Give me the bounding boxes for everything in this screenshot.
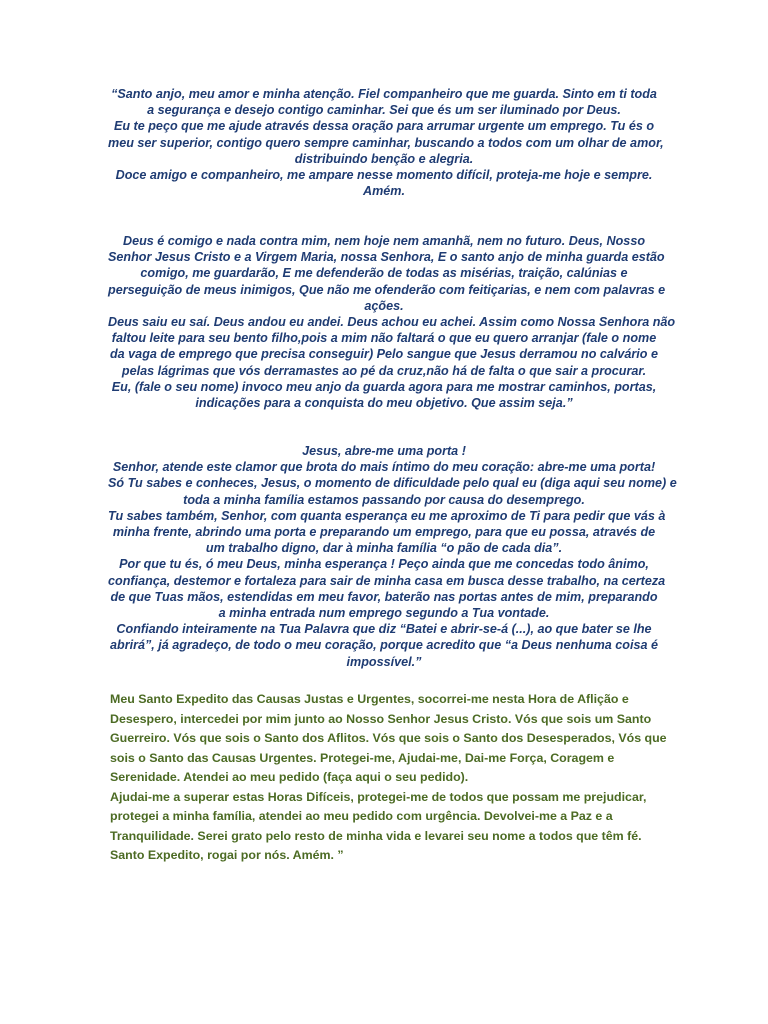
text-line: Confiando inteiramente na Tua Palavra que diz “Batei e abrir-se-á (...), ao que bater se lhe: [116, 622, 652, 637]
text-line: Deus é comigo e nada contra mim, nem hoje nem amanhã, nem no futuro. Deus, Nosso: [122, 234, 646, 248]
text-line: Doce amigo e companheiro, me ampare nesse momento difícil, proteja-me hoje e sempre.: [115, 168, 653, 183]
text-line: da vaga de emprego que precisa conseguir) Pelo sangue que Jesus derramou no calvário e: [109, 347, 658, 362]
text-line: a segurança e desejo contigo caminhar. Sei que és um ser iluminado por Deus.: [147, 103, 621, 118]
text-line: minha frente, abrindo uma porta e preparando um emprego, para que eu possa, através de: [112, 525, 656, 540]
text-line: Tu sabes também, Senhor, com quanta esperança eu me aproximo de Ti para pedir que vás à: [108, 508, 666, 523]
text-line: Desespero, intercedei por mim junto ao Nosso Senhor Jesus Cristo. Vós que sois um Santo: [110, 711, 652, 726]
guardian-angel-prayer: [108, 86, 664, 199]
text-line: Tranquilidade. Serei grato pelo resto de minha vida e levarei seu nome a todos que têm fé.: [110, 828, 642, 843]
open-door-prayer: [108, 443, 677, 670]
text-line: Amém.: [363, 184, 405, 199]
text-line: “Santo anjo, meu amor e minha atenção. Fiel companheiro que me guarda. Sinto em ti toda: [111, 87, 657, 101]
text-line: meu ser superior, contigo quero sempre caminhar, buscando a todos com um olhar de amor,: [108, 135, 664, 150]
text-line: Por que tu és, ó meu Deus, minha esperança ! Peço ainda que me concedas todo ânimo,: [119, 557, 649, 572]
text-line: um trabalho digno, dar à minha família “o pão de cada dia”.: [205, 541, 563, 556]
text-line: Serenidade. Atendei ao meu pedido (faça aqui o seu pedido).: [110, 770, 469, 784]
saint-expeditus-prayer: [110, 690, 667, 866]
protection-prayer: [108, 233, 676, 411]
text-line: abrirá”, já agradeço, de todo o meu coração, porque acredito que “a Deus nenhuma coisa é: [110, 638, 658, 653]
text-line: indicações para a conquista do meu objetivo. Que assim seja.”: [195, 396, 573, 411]
text-line: Eu, (fale o seu nome) invoco meu anjo da guarda agora para me mostrar caminhos, portas,: [111, 379, 657, 394]
text-line: ações.: [364, 298, 404, 313]
text-line: a minha entrada num emprego segundo a Tua vontade.: [218, 606, 550, 621]
text-line: Meu Santo Expedito das Causas Justas e Urgentes, socorrei-me nesta Hora de Aflição e: [110, 692, 629, 706]
text-line: protegei a minha família, atendei ao meu pedido com urgência. Devolvei-me a Paz e a: [110, 809, 613, 823]
text-line: distribuindo benção e alegria.: [294, 151, 474, 166]
text-line: Eu te peço que me ajude através dessa oração para arrumar urgente um emprego. Tu és o: [113, 119, 655, 134]
text-line: perseguição de meus inimigos, Que não me ofenderão com feitiçarias, e nem com palavras e: [108, 282, 666, 297]
text-line: toda a minha família estamos passando por causa do desemprego.: [183, 492, 585, 507]
text-line: de que Tuas mãos, estendidas em meu favor, baterão nas portas antes de mim, preparando: [110, 589, 658, 604]
text-line: Só Tu sabes e conheces, Jesus, o momento de dificuldade pelo qual eu (diga aqui seu nome) e: [108, 476, 677, 491]
text-line: Guerreiro. Vós que sois o Santo dos Aflitos. Vós que sois o Santo dos Desesperados, Vós que: [110, 731, 667, 745]
text-line: Ajudai-me a superar estas Horas Difíceis, protegei-me de todos que possam me prejudicar,: [110, 789, 647, 804]
text-line: Senhor Jesus Cristo e a Virgem Maria, nossa Senhora, E o santo anjo de minha guarda estão: [108, 250, 665, 265]
text-line: comigo, me guardarão, E me defenderão de todas as misérias, traição, calúnias e: [140, 266, 628, 281]
text-line: Senhor, atende este clamor que brota do mais íntimo do meu coração: abre-me uma porta!: [112, 460, 656, 475]
text-line: faltou leite para seu bento filho,pois a mim não faltará o que eu quero arranjar (fale o nome: [111, 331, 657, 346]
text-line: impossível.”: [346, 654, 422, 669]
text-line: confiança, destemor e fortaleza para sair de minha casa em busca desse trabalho, na certeza: [108, 573, 666, 588]
text-line: Jesus, abre-me uma porta !: [302, 444, 466, 458]
text-line: pelas lágrimas que vós derramastes ao pé da cruz,não há de falta o que sair a procurar.: [121, 363, 647, 378]
text-line: Deus saiu eu saí. Deus andou eu andei. Deus achou eu achei. Assim como Nossa Senhora não: [108, 315, 676, 330]
text-line: Santo Expedito, rogai por nós. Amém. ”: [110, 848, 344, 862]
text-line: sois o Santo das Causas Urgentes. Protegei-me, Ajudai-me, Dai-me Força, Coragem e: [110, 750, 615, 765]
